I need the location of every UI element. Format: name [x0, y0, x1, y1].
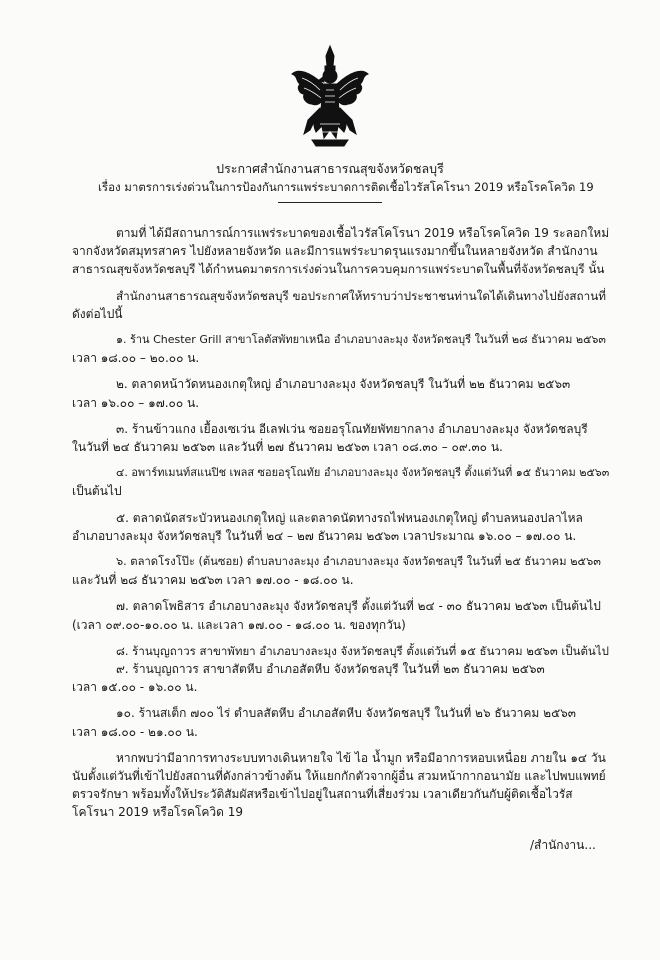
- list-item-line: ๑๐. ร้านสเต็ก ๗๐๐ ไร่ ตำบลสัตหีบ อำเภอสัตหีบ จังหวัดชลบุรี ในวันที่ ๒๖ ธันวาคม ๒๕๖๓: [116, 706, 576, 721]
- intro-paragraph: [72, 224, 610, 279]
- list-item: [72, 597, 610, 633]
- list-item-line: ๕. ตลาดนัดสระบัวหนองเกตุใหญ่ และตลาดนัดทางรถไฟหนองเกตุใหญ่ ตำบลหนองปลาไหล: [116, 510, 583, 525]
- list-item-line: ๗. ตลาดโพธิสาร อำเภอบางละมุง จังหวัดชลบุรี ตั้งแต่วันที่ ๒๔ - ๓๐ ธันวาคม ๒๕๖๓ เป็นต้นไป: [116, 599, 601, 614]
- list-item-line: ๙. ร้านบุญถาวร สาขาสัตหีบ อำเภอสัตหีบ จังหวัดชลบุรี ในวันที่ ๒๓ ธันวาคม ๒๕๖๓: [116, 662, 545, 677]
- text-line: หากพบว่ามีอาการทางระบบทางเดินหายใจ ไข้ ไอ น้ำมูก หรือมีอาการหอบเหนื่อย ภายใน ๑๔ วัน: [116, 750, 606, 765]
- text-line: ตรวจรักษา พร้อมทั้งให้ประวัติสัมผัสหรือเข้าไปอยู่ในสถานที่เสี่ยงร่วม เวลาเดียวกันกับผู้ติดเชื้อไวรัส: [72, 787, 573, 802]
- list-item-line: ๔. อพาร์ทเมนท์สแนปิช เพลส ซอยอรุโณทัย อำเภอบางละมุง จังหวัดชลบุรี ตั้งแต่วันที่ ๑๕ ธันวาคม ๒๕๖๓: [116, 466, 610, 480]
- list-item-line: เวลา ๑๕.๐๐ - ๑๖.๐๐ น.: [72, 680, 198, 695]
- list-item-line: เป็นต้นไป: [72, 484, 122, 499]
- title-divider: [278, 202, 382, 203]
- text-line: สำนักงานสาธารณสุขจังหวัดชลบุรี ขอประกาศให้ทราบว่าประชาชนท่านใดได้เดินทางไปยังสถานที่: [116, 288, 607, 303]
- document-body: [72, 224, 610, 822]
- text-line: โคโรนา 2019 หรือโรคโควิด 19: [72, 805, 244, 820]
- list-item: [72, 660, 610, 696]
- list-item: [72, 375, 610, 411]
- list-item-line: เวลา ๑๘.๐๐ – ๒๐.๐๐ น.: [72, 351, 200, 366]
- list-item: [72, 464, 610, 500]
- announcement-title: ประกาศสำนักงานสาธารณสุขจังหวัดชลบุรี: [216, 161, 444, 176]
- list-item-line: ๒. ตลาดหน้าวัดหนองเกตุใหญ่ อำเภอบางละมุง จังหวัดชลบุรี ในวันที่ ๒๒ ธันวาคม ๒๕๖๓: [116, 377, 571, 392]
- list-item-line: อำเภอบางละมุง จังหวัดชลบุรี ในวันที่ ๒๔ – ๒๗ ธันวาคม ๒๕๖๓ เวลาประมาณ ๑๖.๐๐ – ๑๗.๐๐ น.: [72, 528, 577, 543]
- list-item-line: เวลา ๑๘.๐๐ - ๒๑.๐๐ น.: [72, 724, 198, 739]
- list-item: [72, 642, 610, 660]
- advice-paragraph: [72, 749, 610, 822]
- list-item-line: ๑. ร้าน Chester Grill สาขาโลตัสพัทยาเหนือ อำเภอบางละมุง จังหวัดชลบุรี ในวันที่ ๒๘ ธันวาคม ๒๕๖๓: [116, 333, 606, 347]
- announcement-subject: เรื่อง มาตรการเร่งด่วนในการป้องกันการแพร่ระบาดการติดเชื้อไวรัสโคโรนา 2019 หรือโรคโควิด 19: [98, 180, 594, 194]
- text-line: ดังต่อไปนี้: [72, 306, 123, 321]
- list-item-line: และวันที่ ๒๘ ธันวาคม ๒๕๖๓ เวลา ๑๗.๐๐ - ๑๘.๐๐ น.: [72, 573, 354, 588]
- page-continuation-marker: /สำนักงาน...: [530, 838, 596, 852]
- text-line: สาธารณสุขจังหวัดชลบุรี ได้กำหนดมาตรการเร่งด่วนในการควบคุมการแพร่ระบาดในพื้นที่จังหวัดชลบุรี นั้น: [72, 262, 605, 277]
- text-line: จากจังหวัดสมุทรสาคร ไปยังหลายจังหวัด และมีการแพร่ระบาดรุนแรงมากขึ้นในหลายจังหวัด สำนักงาน: [72, 244, 598, 259]
- announce-paragraph: [72, 287, 610, 323]
- list-item: [72, 331, 610, 367]
- list-item-line: ในวันที่ ๒๔ ธันวาคม ๒๕๖๓ และวันที่ ๒๗ ธันวาคม ๒๕๖๓ เวลา ๐๘.๓๐ – ๐๙.๓๐ น.: [72, 440, 503, 455]
- text-line: นับตั้งแต่วันที่เข้าไปยังสถานที่ดังกล่าวข้างต้น ให้แยกกักตัวจากผู้อื่น สวมหน้ากากอนามัย และไปพบแพทย์: [72, 769, 606, 784]
- list-item-line: เวลา ๑๖.๐๐ – ๑๗.๐๐ น.: [72, 395, 200, 410]
- list-item-line: ๘. ร้านบุญถาวร สาขาพัทยา อำเภอบางละมุง จังหวัดชลบุรี ตั้งแต่วันที่ ๑๕ ธันวาคม ๒๕๖๓ เป็นต้นไป: [116, 643, 609, 658]
- text-line: ตามที่ ได้มีสถานการณ์การแพร่ระบาดของเชื้อไวรัสโคโรนา 2019 หรือโรคโควิด 19 ระลอกใหม่: [116, 226, 610, 240]
- list-item: [72, 553, 610, 589]
- list-item: [72, 704, 610, 740]
- list-item-line: ๖. ตลาดโรงโป๊ะ (ต้นซอย) ตำบลบางละมุง อำเภอบางละมุง จังหวัดชลบุรี ในวันที่ ๒๕ ธันวาคม ๒๕๖๓: [116, 555, 601, 569]
- garuda-emblem-icon: [290, 44, 370, 148]
- list-item-line: (เวลา ๐๙.๐๐-๑๐.๐๐ น. และเวลา ๑๗.๐๐ - ๑๘.๐๐ น. ของทุกวัน): [72, 617, 406, 632]
- list-item: [72, 420, 610, 456]
- list-item: [72, 509, 610, 545]
- list-item-line: ๓. ร้านข้าวแกง เยื้องเซเว่น อีเลฟเว่น ซอยอรุโณทัยพัทยากลาง อำเภอบางละมุง จังหวัดชลบุรี: [116, 421, 588, 436]
